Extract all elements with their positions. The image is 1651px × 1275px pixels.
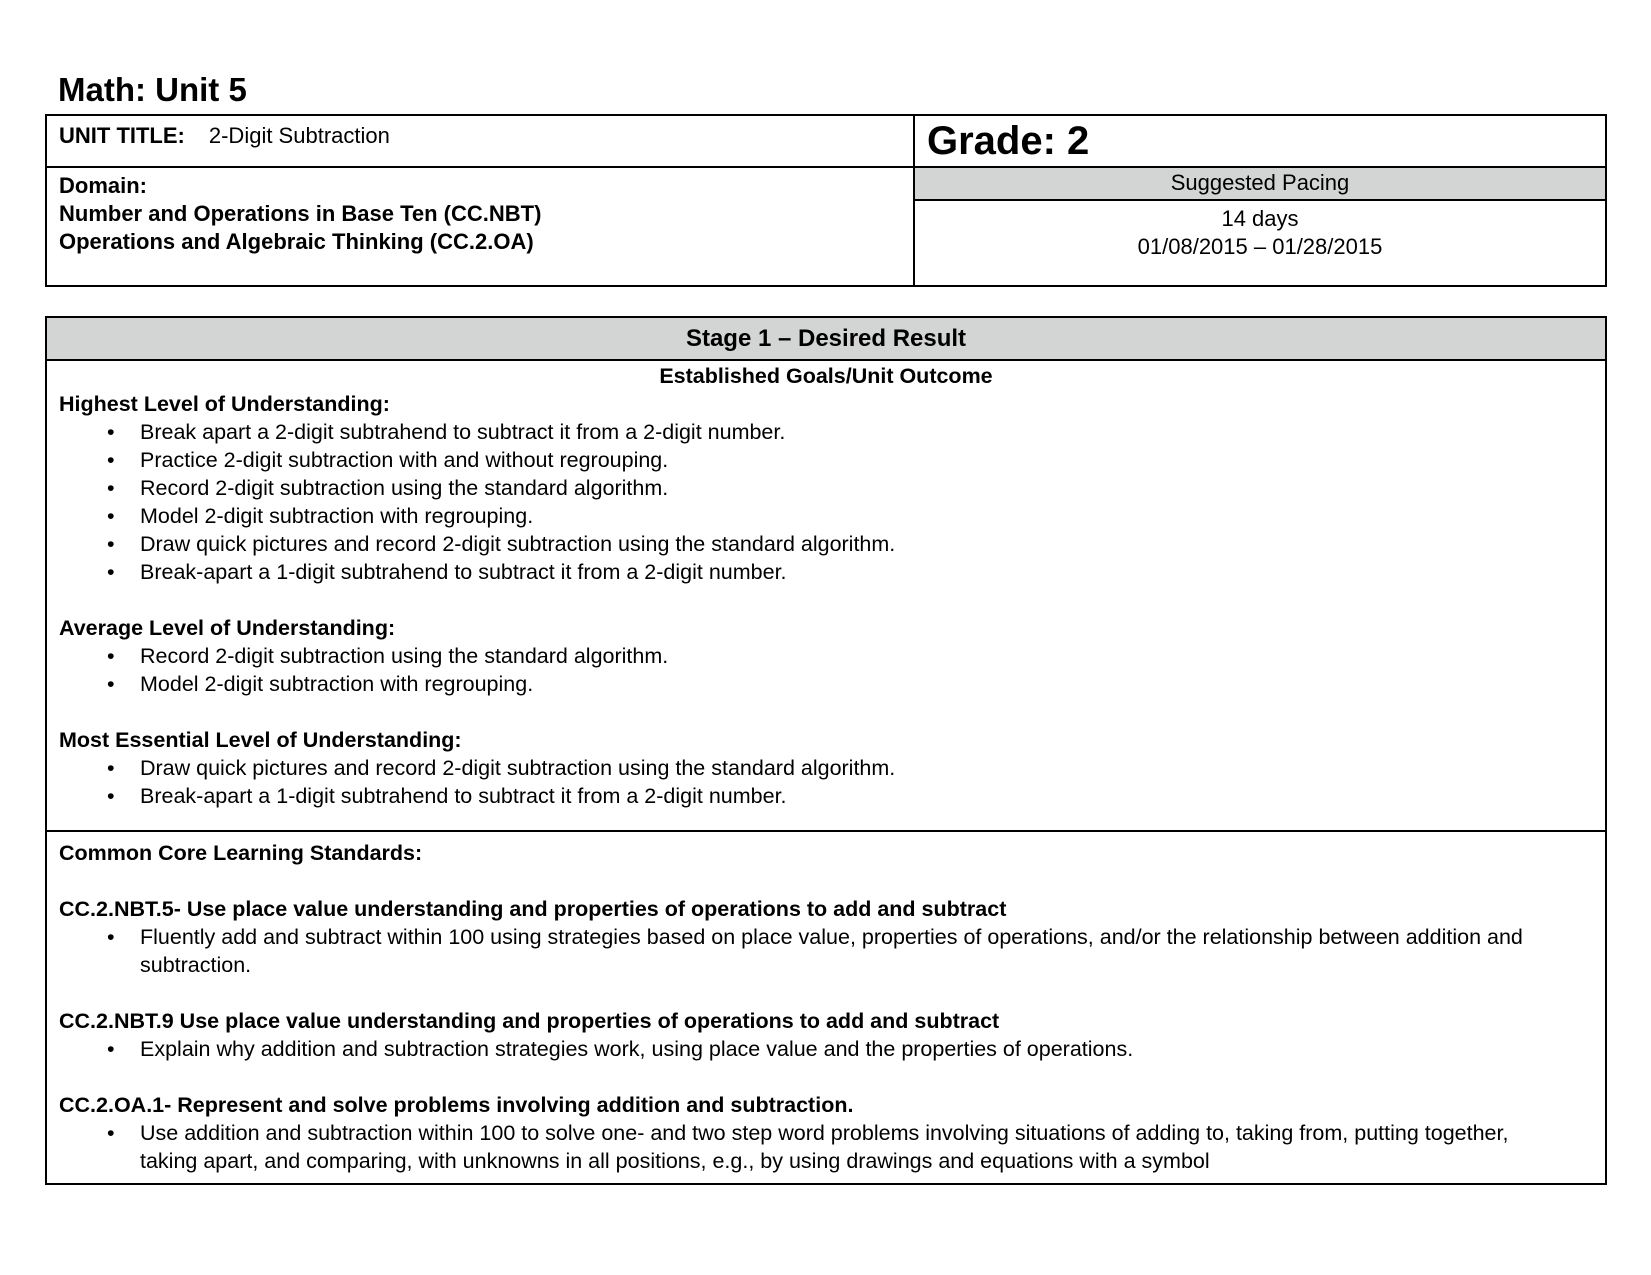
most-essential-bullet-list	[59, 754, 1555, 810]
list-item: • Break-apart a 1-digit subtrahend to subtract it from a 2-digit number.	[59, 782, 1555, 810]
unit-info-right-column	[915, 116, 1605, 285]
domain-line-2: Operations and Algebraic Thinking (CC.2.OA)	[59, 229, 534, 254]
pacing-details-cell	[915, 201, 1605, 285]
domain-label: Domain:	[59, 173, 147, 198]
section-heading-average: Average Level of Understanding:	[59, 616, 396, 640]
pacing-dates: 01/08/2015 – 01/28/2015	[1137, 234, 1383, 259]
domain-line-1: Number and Operations in Base Ten (CC.NBT)	[59, 201, 542, 226]
list-item: • Record 2-digit subtraction using the standard algorithm.	[59, 642, 1555, 670]
standards-heading: Common Core Learning Standards:	[59, 841, 423, 865]
list-item: • Draw quick pictures and record 2-digit subtraction using the standard algorithm.	[59, 754, 1555, 782]
common-core-standards-cell	[47, 830, 1605, 1183]
list-item: • Explain why addition and subtraction strategies work, using place value and the properties of operations.	[59, 1035, 1555, 1063]
standard-block-oa1	[59, 1091, 1555, 1175]
document-page	[45, 0, 1607, 1185]
list-item: • Model 2-digit subtraction with regrouping.	[59, 502, 1555, 530]
unit-title-value: 2-Digit Subtraction	[208, 123, 390, 148]
goals-heading: Established Goals/Unit Outcome	[659, 364, 993, 388]
page-title: Math: Unit 5	[58, 71, 247, 108]
list-item: • Draw quick pictures and record 2-digit subtraction using the standard algorithm.	[59, 530, 1555, 558]
grade-cell: Grade: 2	[915, 116, 1605, 168]
suggested-pacing-header: Suggested Pacing	[915, 168, 1605, 201]
list-item: • Model 2-digit subtraction with regrouping.	[59, 670, 1555, 698]
unit-title-label: UNIT TITLE:	[59, 123, 185, 148]
pacing-duration: 14 days	[1221, 206, 1299, 231]
standard-bullet-list	[59, 1035, 1555, 1063]
unit-info-left-column	[47, 116, 915, 285]
stage1-banner: Stage 1 – Desired Result	[47, 318, 1605, 361]
standard-title: CC.2.NBT.5- Use place value understanding and properties of operations to add and subtract	[59, 897, 1007, 921]
unit-info-table	[45, 114, 1607, 287]
list-item: • Fluently add and subtract within 100 using strategies based on place value, properties of operations, and/or the relationship between addition and subtraction.	[59, 923, 1555, 979]
section-heading-most-essential: Most Essential Level of Understanding:	[59, 728, 462, 752]
list-item: • Use addition and subtraction within 100 to solve one- and two step word problems involving situations of adding to, taking from, putting together, taking apart, and comparing, with unknowns in all positions, e.g., by using drawings and equations with a symbol	[59, 1119, 1555, 1175]
standard-title: CC.2.NBT.9 Use place value understanding and properties of operations to add and subtract	[59, 1009, 1000, 1033]
standard-bullet-list	[59, 923, 1555, 979]
list-item: • Break-apart a 1-digit subtrahend to subtract it from a 2-digit number.	[59, 558, 1555, 586]
list-item: • Practice 2-digit subtraction with and without regrouping.	[59, 446, 1555, 474]
list-item: • Record 2-digit subtraction using the standard algorithm.	[59, 474, 1555, 502]
highest-level-bullet-list	[59, 418, 1555, 586]
stage1-table	[45, 316, 1607, 1185]
unit-title-row	[47, 116, 913, 168]
standard-title: CC.2.OA.1- Represent and solve problems involving addition and subtraction.	[59, 1093, 854, 1117]
average-level-bullet-list	[59, 642, 1555, 698]
list-item: • Break apart a 2-digit subtrahend to subtract it from a 2-digit number.	[59, 418, 1555, 446]
standard-block-nbt5	[59, 895, 1555, 979]
domain-row	[47, 168, 913, 256]
established-goals-cell	[47, 361, 1605, 830]
standard-block-nbt9	[59, 1007, 1555, 1063]
section-heading-highest: Highest Level of Understanding:	[59, 392, 390, 416]
standard-bullet-list	[59, 1119, 1555, 1175]
